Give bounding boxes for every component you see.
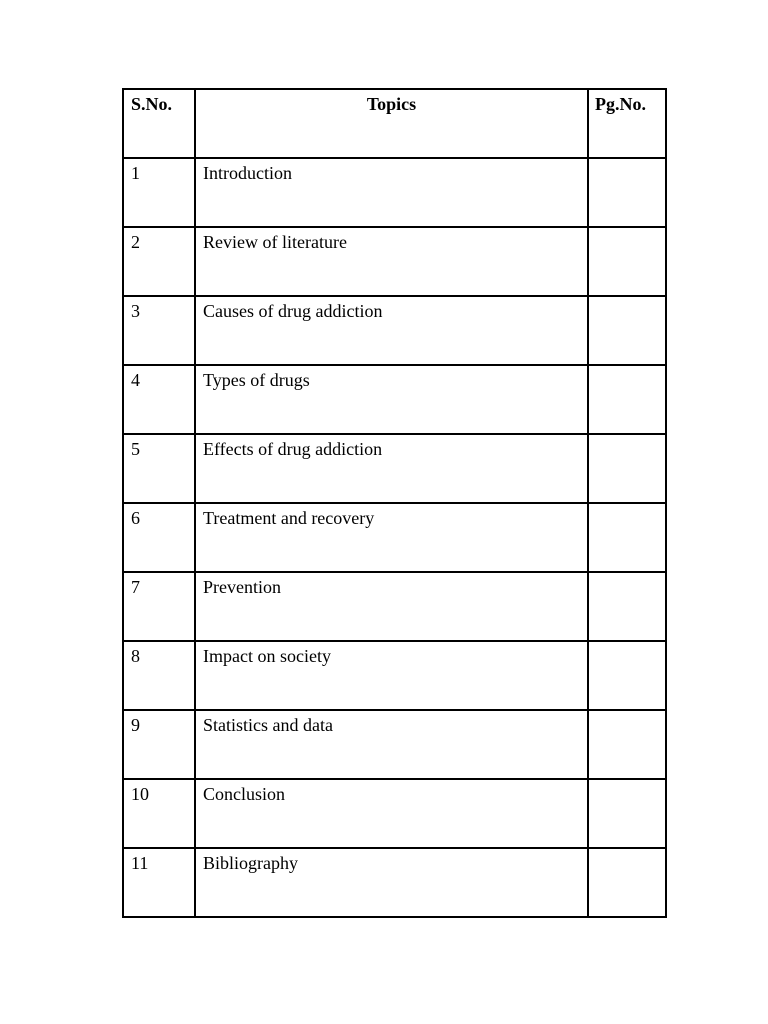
table-row [123,158,666,227]
row-page-number [588,641,666,710]
header-sno: S.No. [123,89,195,158]
row-topic: Review of literature [195,227,588,296]
table-row [123,710,666,779]
row-page-number [588,848,666,917]
row-page-number [588,365,666,434]
row-page-number [588,296,666,365]
row-topic: Statistics and data [195,710,588,779]
header-page-number: Pg.No. [588,89,666,158]
row-topic: Types of drugs [195,365,588,434]
row-sno: 4 [123,365,195,434]
row-topic: Impact on society [195,641,588,710]
row-sno: 6 [123,503,195,572]
row-topic: Effects of drug addiction [195,434,588,503]
row-sno: 1 [123,158,195,227]
table-row [123,227,666,296]
row-topic: Treatment and recovery [195,503,588,572]
table-row [123,641,666,710]
row-page-number [588,503,666,572]
row-topic: Conclusion [195,779,588,848]
row-topic: Bibliography [195,848,588,917]
row-page-number [588,158,666,227]
row-sno: 10 [123,779,195,848]
row-sno: 3 [123,296,195,365]
table-row [123,434,666,503]
header-row [123,89,666,158]
row-page-number [588,710,666,779]
table-row [123,848,666,917]
row-topic: Prevention [195,572,588,641]
row-topic: Introduction [195,158,588,227]
row-page-number [588,227,666,296]
row-sno: 11 [123,848,195,917]
row-sno: 7 [123,572,195,641]
table-of-contents [122,88,667,918]
table-row [123,779,666,848]
row-page-number [588,434,666,503]
table-row [123,572,666,641]
row-topic: Causes of drug addiction [195,296,588,365]
row-sno: 5 [123,434,195,503]
table-row [123,365,666,434]
row-page-number [588,779,666,848]
row-sno: 9 [123,710,195,779]
row-sno: 8 [123,641,195,710]
header-topics: Topics [195,89,588,158]
row-page-number [588,572,666,641]
row-sno: 2 [123,227,195,296]
table-row [123,503,666,572]
table-row [123,296,666,365]
